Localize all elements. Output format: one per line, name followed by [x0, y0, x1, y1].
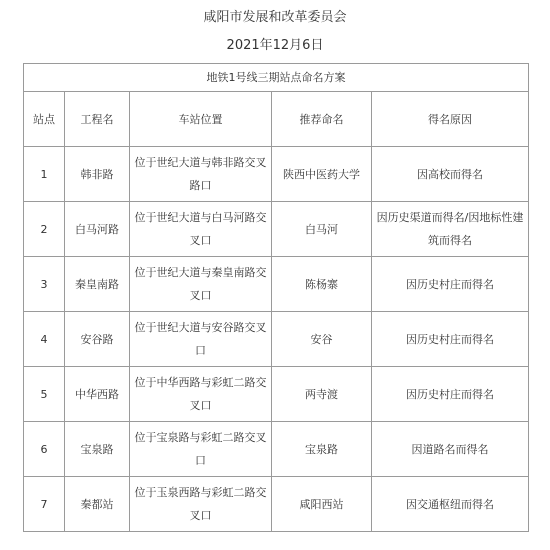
cell-recommended-name: 白马河	[272, 202, 372, 257]
table-row	[24, 312, 529, 367]
station-naming-table	[23, 63, 529, 532]
cell-reason: 因交通枢纽而得名	[372, 477, 529, 532]
header-station-no: 站点	[24, 92, 65, 147]
cell-station-no: 1	[24, 147, 65, 202]
table-header-row	[24, 92, 529, 147]
cell-reason: 因历史村庄而得名	[372, 312, 529, 367]
cell-project-name: 安谷路	[65, 312, 130, 367]
cell-project-name: 秦皇南路	[65, 257, 130, 312]
table-row	[24, 422, 529, 477]
cell-location: 位于世纪大道与安谷路交叉口	[130, 312, 272, 367]
cell-project-name: 秦都站	[65, 477, 130, 532]
cell-location: 位于世纪大道与秦皇南路交叉口	[130, 257, 272, 312]
header-location: 车站位置	[130, 92, 272, 147]
cell-recommended-name: 陈杨寨	[272, 257, 372, 312]
organization-title: 咸阳市发展和改革委员会	[203, 10, 347, 25]
table-row	[24, 202, 529, 257]
cell-station-no: 3	[24, 257, 65, 312]
cell-recommended-name: 咸阳西站	[272, 477, 372, 532]
cell-recommended-name: 宝泉路	[272, 422, 372, 477]
cell-reason: 因历史渠道而得名/因地标性建筑而得名	[372, 202, 529, 257]
cell-project-name: 韩非路	[65, 147, 130, 202]
table-row	[24, 477, 529, 532]
table-caption: 地铁1号线三期站点命名方案	[24, 64, 529, 92]
table-row	[24, 367, 529, 422]
header-project-name: 工程名	[65, 92, 130, 147]
cell-recommended-name: 两寺渡	[272, 367, 372, 422]
header-recommended-name: 推荐命名	[272, 92, 372, 147]
cell-station-no: 4	[24, 312, 65, 367]
cell-project-name: 宝泉路	[65, 422, 130, 477]
cell-station-no: 2	[24, 202, 65, 257]
cell-station-no: 6	[24, 422, 65, 477]
cell-project-name: 中华西路	[65, 367, 130, 422]
cell-project-name: 白马河路	[65, 202, 130, 257]
cell-location: 位于玉泉西路与彩虹二路交叉口	[130, 477, 272, 532]
cell-reason: 因历史村庄而得名	[372, 367, 529, 422]
table-caption-row	[24, 64, 529, 92]
cell-reason: 因道路名而得名	[372, 422, 529, 477]
cell-location: 位于世纪大道与白马河路交叉口	[130, 202, 272, 257]
cell-location: 位于中华西路与彩虹二路交叉口	[130, 367, 272, 422]
table-row	[24, 147, 529, 202]
header-reason: 得名原因	[372, 92, 529, 147]
cell-location: 位于世纪大道与韩非路交叉路口	[130, 147, 272, 202]
cell-station-no: 7	[24, 477, 65, 532]
cell-recommended-name: 安谷	[272, 312, 372, 367]
document-date: 2021年12月6日	[226, 38, 324, 53]
cell-station-no: 5	[24, 367, 65, 422]
cell-reason: 因高校而得名	[372, 147, 529, 202]
cell-recommended-name: 陕西中医药大学	[272, 147, 372, 202]
cell-location: 位于宝泉路与彩虹二路交叉口	[130, 422, 272, 477]
table-row	[24, 257, 529, 312]
cell-reason: 因历史村庄而得名	[372, 257, 529, 312]
